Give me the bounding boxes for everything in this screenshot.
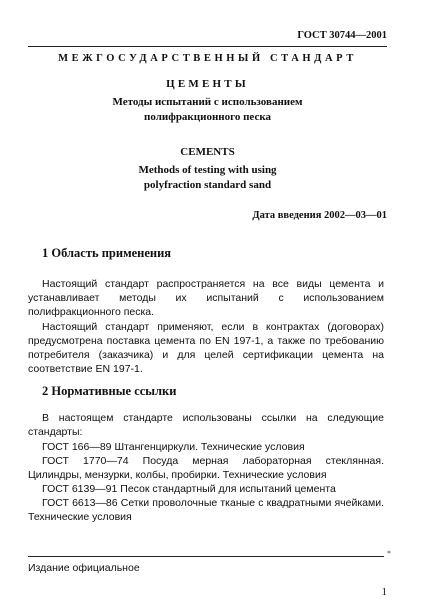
official-edition-note: Издание официальное <box>28 562 140 574</box>
title-russian: ЦЕМЕНТЫ <box>166 78 249 90</box>
subtitle-russian <box>28 95 387 125</box>
subtitle-russian-line2: полифракционного песка <box>144 111 271 123</box>
references-intro: В настоящем стандарте использованы ссылки на следующие стандарты: <box>28 412 384 438</box>
reference-item: ГОСТ 6613—86 Сетки проволочные тканые с квадратными ячейками. Технические условия <box>28 497 384 523</box>
subtitle-russian-line1: Методы испытаний с использованием <box>112 96 303 108</box>
intro-date: Дата введения 2002—03—01 <box>252 210 387 221</box>
standard-code: ГОСТ 30744—2001 <box>297 30 387 41</box>
reference-item: ГОСТ 1770—74 Посуда мерная лабораторная стеклянная. Цилиндры, мензурки, колбы, пробирки. Технические условия <box>28 455 384 481</box>
reference-item: ГОСТ 6139—91 Песок стандартный для испытаний цемента <box>42 483 336 495</box>
header-divider <box>28 46 387 47</box>
section-heading-references: 2 Нормативные ссылки <box>42 384 177 398</box>
scope-paragraph-2: Настоящий стандарт применяют, если в контрактах (договорах) предусмотрена поставка цемента по EN 197-1, а также по требованию потребителя (заказчика) и для целей сертификации цемента на соответствие EN 197-1. <box>28 321 384 375</box>
footer-divider <box>28 556 384 557</box>
scope-paragraph-1: Настоящий стандарт распространяется на все виды цемента и устанавливает методы их испытаний с использованием полифракционного песка. <box>28 278 384 318</box>
standard-type: МЕЖГОСУДАРСТВЕННЫЙ СТАНДАРТ <box>58 53 357 64</box>
subtitle-english-line1: Methods of testing with using <box>138 164 277 176</box>
title-english: CEMENTS <box>180 146 235 158</box>
subtitle-english <box>28 163 387 193</box>
subtitle-english-line2: polyfraction standard sand <box>143 179 272 191</box>
section-heading-scope: 1 Область применения <box>42 246 172 260</box>
references-list <box>28 440 384 524</box>
footer-mark: * <box>387 549 391 558</box>
reference-item: ГОСТ 166—89 Штангенциркули. Технические условия <box>42 441 305 453</box>
page-number: 1 <box>381 586 387 598</box>
